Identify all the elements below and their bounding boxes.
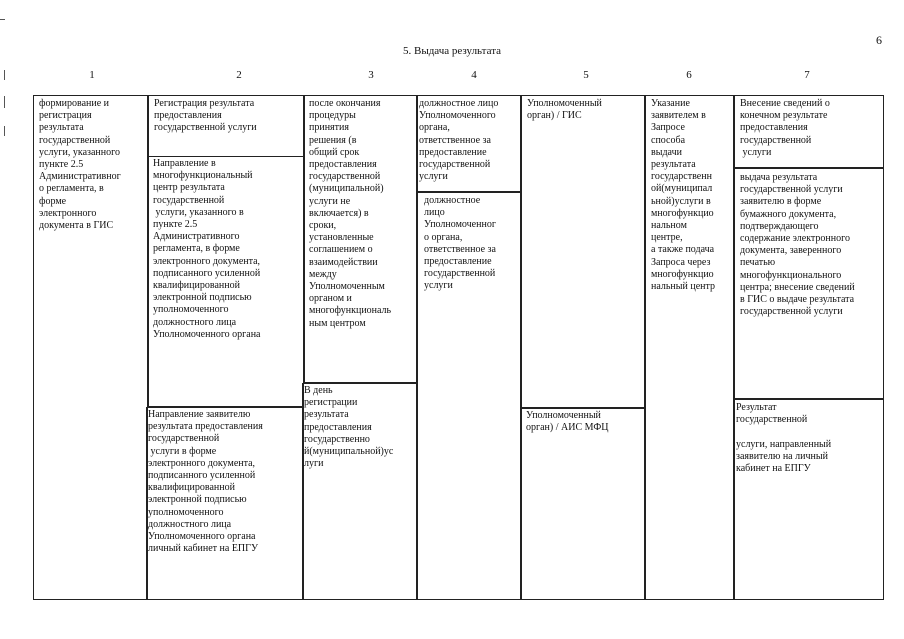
scan-mark xyxy=(0,19,5,20)
cell-col3-deadline-text: после окончания процедуры принятия решения (в общий срок предоставления государственной (муниципальной) услуги не включается) в сроки, установленные соглашением о взаимодействии между Уполномоченным органом и многофункциональ ным центром xyxy=(309,98,392,329)
page-number: 6 xyxy=(876,33,882,47)
column-number: 4 xyxy=(471,69,477,81)
cell-col7-mid-text: выдача результата государственной услуги заявителю в форме бумажного документа, подтверждающего содержание электронного документа, заверенного печатью многофункционального центра; внесение сведений в ГИС о выдаче результата государственной услуги xyxy=(740,172,855,318)
cell-col7-top-text: Внесение сведений о конечном результате предоставления государственной услуги xyxy=(740,98,830,158)
column-number: 1 xyxy=(89,69,95,81)
cell-col5-lower-text: Уполномоченный орган) / АИС МФЦ xyxy=(526,410,609,434)
column-number: 2 xyxy=(236,69,242,81)
cell-col1-text: формирование и регистрация результата государственной услуги, указанного пункте 2.5 Административног о регламента, в форме электронного документа в ГИС xyxy=(39,98,121,232)
cell-col2-applicant-text: Направление заявителю результата предоставления государственной услуги в форме электронного документа, подписанного усиленной квалифицированной электронной подписью уполномоченного должностного лица Уполномоченного органа личный кабинет на ЕПГУ xyxy=(148,409,263,555)
scan-mark xyxy=(4,126,5,136)
cell-col4-lower-text: должностное лицо Уполномоченног о органа, ответственное за предоставление государственной услуги xyxy=(424,195,496,292)
section-title: 5. Выдача результата xyxy=(402,45,502,57)
cell-col7-bottom-text: Результат государственной услуги, направленный заявителю на личный кабинет на ЕПГУ xyxy=(736,402,832,475)
cell-col4-upper-text: должностное лицо Уполномоченного органа, ответственное за предоставление государственной услуги xyxy=(419,98,499,183)
cell-col2-mfc-text: Направление в многофункциональный центр результата государственной услуги, указанного в пункте 2.5 Административного регламента, в форме электронного документа, подписанного усиленной квалифицированной электронной подписью уполномоченного должностного лица Уполномоченного органа xyxy=(153,158,261,340)
column-number: 3 xyxy=(368,69,374,81)
column-number: 7 xyxy=(804,69,810,81)
scan-mark xyxy=(4,96,5,108)
cell-col5-upper-text: Уполномоченный орган) / ГИС xyxy=(527,98,602,122)
scan-mark xyxy=(4,70,5,80)
cell-col3-registration-day-text: В день регистрации результата предоставления государственно й(муниципальной)ус луги xyxy=(304,385,394,470)
cell-box-col5-lower xyxy=(521,408,645,600)
cell-box-col5-upper xyxy=(521,95,645,408)
cell-col6-text: Указание заявителем в Запросе способа выдачи результата государственн ой(муниципал ьной)услуги в многофункцио нальном центре, а также подача Запроса через многофункцио нальный центр xyxy=(651,98,715,293)
column-number: 6 xyxy=(686,69,692,81)
cell-col2-registration-text: Регистрация результата предоставления государственной услуги xyxy=(154,98,257,134)
column-number: 5 xyxy=(583,69,589,81)
